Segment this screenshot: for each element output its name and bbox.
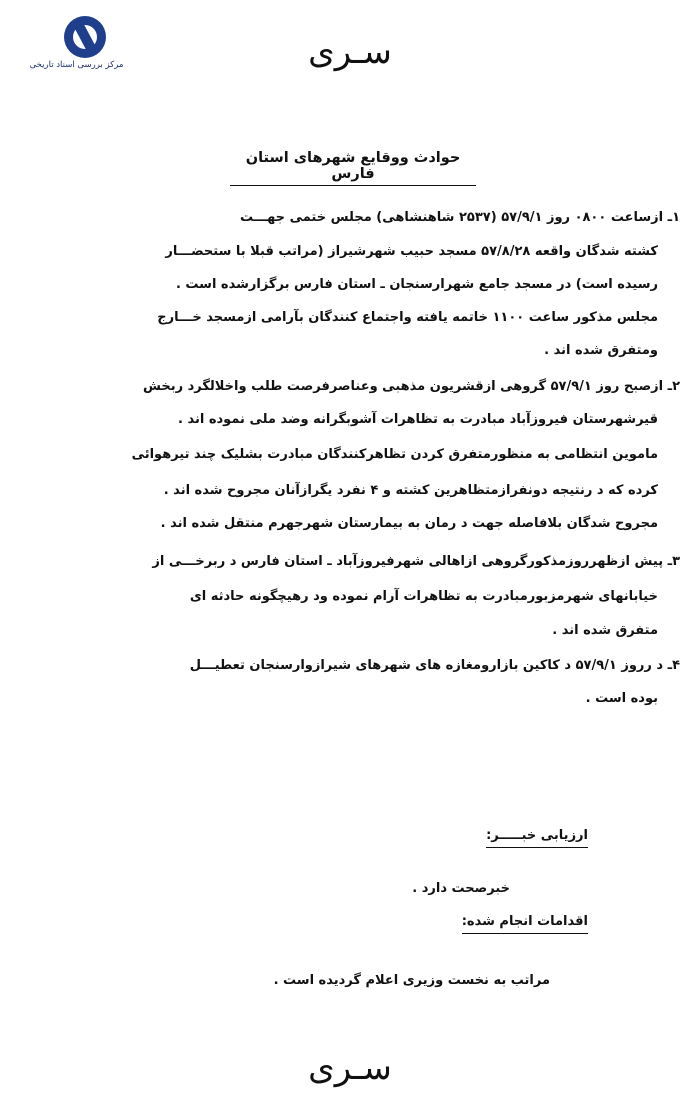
- actions-text: مراتب به نخست وزیری اعلام گردیده است .: [273, 973, 550, 988]
- body-line: خیابانهای شهرمزبورمبادرت به تظاهرات آرام نموده ود رهیچگونه حادثه ای: [189, 589, 658, 604]
- body-line: متفرق شده اند .: [552, 623, 658, 638]
- body-line: مجلس مذکور ساعت ۱۱۰۰ خاتمه یافته واجتماع کنندگان بآرامی ازمسجد خـــارج: [157, 310, 658, 325]
- assessment-label: ارزیابی خبـــــر:: [486, 827, 588, 848]
- classification-footer: سـری: [308, 1048, 392, 1088]
- body-line: ۱ـ ازساعت ۰۸۰۰ روز ۵۷/۹/۱ (۲۵۳۷ شاهنشاهی) مجلس ختمی جهـــت: [240, 210, 680, 225]
- body-line: بوده است .: [585, 691, 658, 706]
- body-line: قیرشهرستان فیروزآباد مبادرت به تظاهرات آشوبگرانه وضد ملی نموده اند .: [178, 412, 658, 427]
- classification-header: سـری: [308, 32, 392, 72]
- body-line: رسیده است) در مسجد جامع شهرارسنجان ـ استان فارس برگزارشده است .: [175, 277, 658, 292]
- body-line: ۴ـ د رروز ۵۷/۹/۱ د کاکین بازارومغازه های شهرهای شیرازوارسنجان تعطیـــل: [189, 658, 680, 673]
- logo-caption: مرکز بررسی اسناد تاریخی: [29, 60, 124, 70]
- body-line: ومتفرق شده اند .: [544, 343, 658, 358]
- assessment-text: خبرصحت دارد .: [412, 881, 510, 896]
- body-line: مجروح شدگان بلافاصله جهت د رمان به بیمارستان شهرجهرم منتقل شده اند .: [160, 516, 658, 531]
- body-line: ماموین انتظامی به منظورمتفرق کردن تظاهرکنندگان مبادرت بشلیک چند تیرهوائی: [131, 447, 658, 462]
- body-line: کشته شدگان واقعه ۵۷/۸/۲۸ مسجد حبیب شهرشیراز (مراتب قبلا با ستحضـــار: [165, 244, 658, 259]
- actions-label: اقدامات انجام شده:: [462, 913, 588, 934]
- document-title: حوادث ووقایع شهرهای استان فارس: [230, 150, 476, 186]
- body-line: ۳ـ پیش ازظهرروزمذکورگروهی ازاهالی شهرفیروزآباد ـ استان فارس د ربرخـــی از: [152, 554, 680, 569]
- body-line: کرده که د رنتیجه دونفرازمتظاهرین کشته و ۴ نفرد یگرازآنان مجروح شده اند .: [163, 483, 658, 498]
- body-line: ۲ـ ازصبح روز ۵۷/۹/۱ گروهی ازقشریون مذهبی وعناصرفرصت طلب واخلالگرد ربخش: [142, 379, 680, 394]
